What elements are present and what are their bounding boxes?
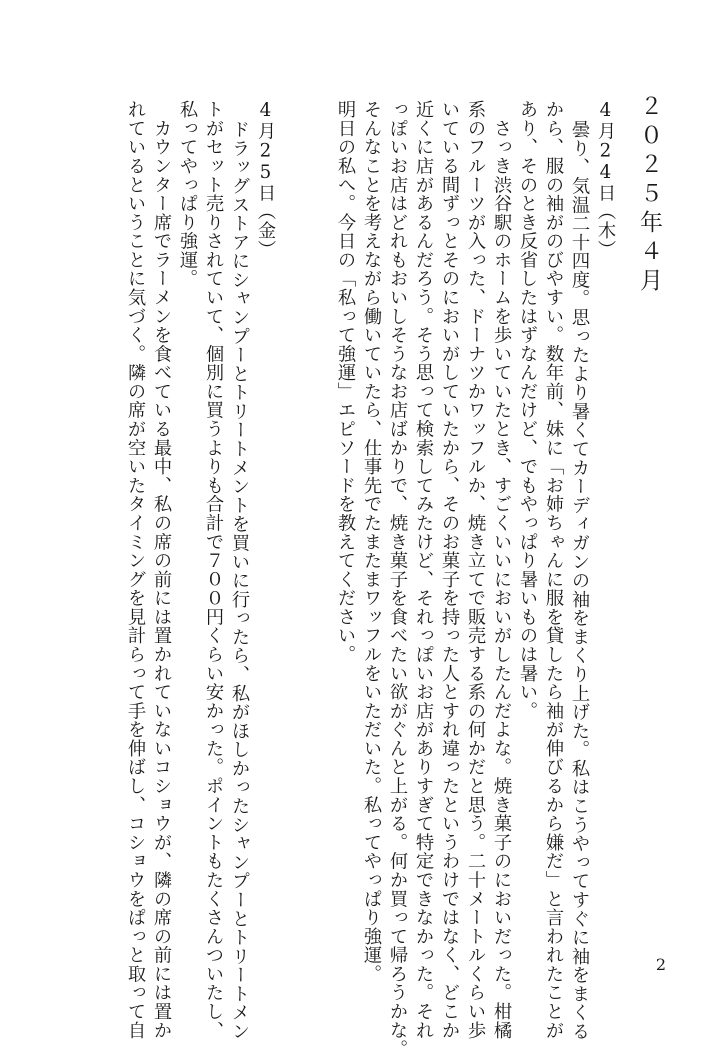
text-line: トがセット売りされていて、個別に買うよりも合計で７００円くらい安かった。ポイントもたくさんついたし、 <box>203 100 224 1040</box>
page-title: ２０２５年４月 <box>636 94 662 297</box>
text-line: いている間ずっとそのにおいがしていたから、そのお菓子を持った人とすれ違ったというわけではなく、どこか <box>439 100 460 1040</box>
text-line: 私ってやっぱり強運。 <box>177 100 198 288</box>
text-line: っぽいお店はどれもおいしそうなお店ばかりで、焼き菓子を食べたい欲がぐんと上がる。何か買って帰ろうかな。 <box>387 100 408 1058</box>
entry-date: 4月24日（木） <box>595 100 616 259</box>
text-line: さっき渋谷駅のホームを歩いていたとき、すごくいいにおいがしたんだよな。焼き菓子のにおいだった。柑橘 <box>491 100 512 1040</box>
page-number: 2 <box>655 955 666 974</box>
text-line: カウンター席でラーメンを食べている最中、私の席の前には置かれていないコショウが、隣の席の前には置か <box>151 100 172 1040</box>
text-line: 曇り、気温二十四度。思ったより暑くてカーディガンの袖をまくり上げた。私はこうやってすぐに袖をまくる <box>569 120 590 1041</box>
text-line: 明日の私へ。今日の「私って強運」エピソードを教えてください。 <box>335 100 356 664</box>
text-line: から、服の袖がのびやすい。数年前、妹に「お姉ちゃんに服を貸したら袖が伸びるから嫌だ」と言われたことが <box>543 100 564 1040</box>
entry-date: 4月25日（金） <box>255 100 276 259</box>
text-line: そんなことを考えながら働いていたら、仕事先でたまたまワッフルをいただいた。私ってやっぱり強運。 <box>361 100 382 984</box>
text-line: れているということに気づく。隣の席が空いたタイミングを見計らって手を伸ばし、コショウをぱっと取って自 <box>125 100 146 1040</box>
text-line: 近くに店があるんだろう。そう思って検索してみたけど、それっぽいお店がありすぎて特定できなかった。それ <box>413 100 434 1040</box>
text-line: 系のフルーツが入った、ドーナツかワッフルか、焼き立てで販売する系の何かだと思う。二十メートルくらい歩 <box>465 100 486 1040</box>
text-line: あり、そのとき反省したはずなんだけど、でもやっぱり暑いものは暑い。 <box>517 100 538 721</box>
text-line: ドラッグストアにシャンプーとトリートメントを買いに行ったら、私がほしかったシャンプーとトリートメン <box>229 120 250 1041</box>
